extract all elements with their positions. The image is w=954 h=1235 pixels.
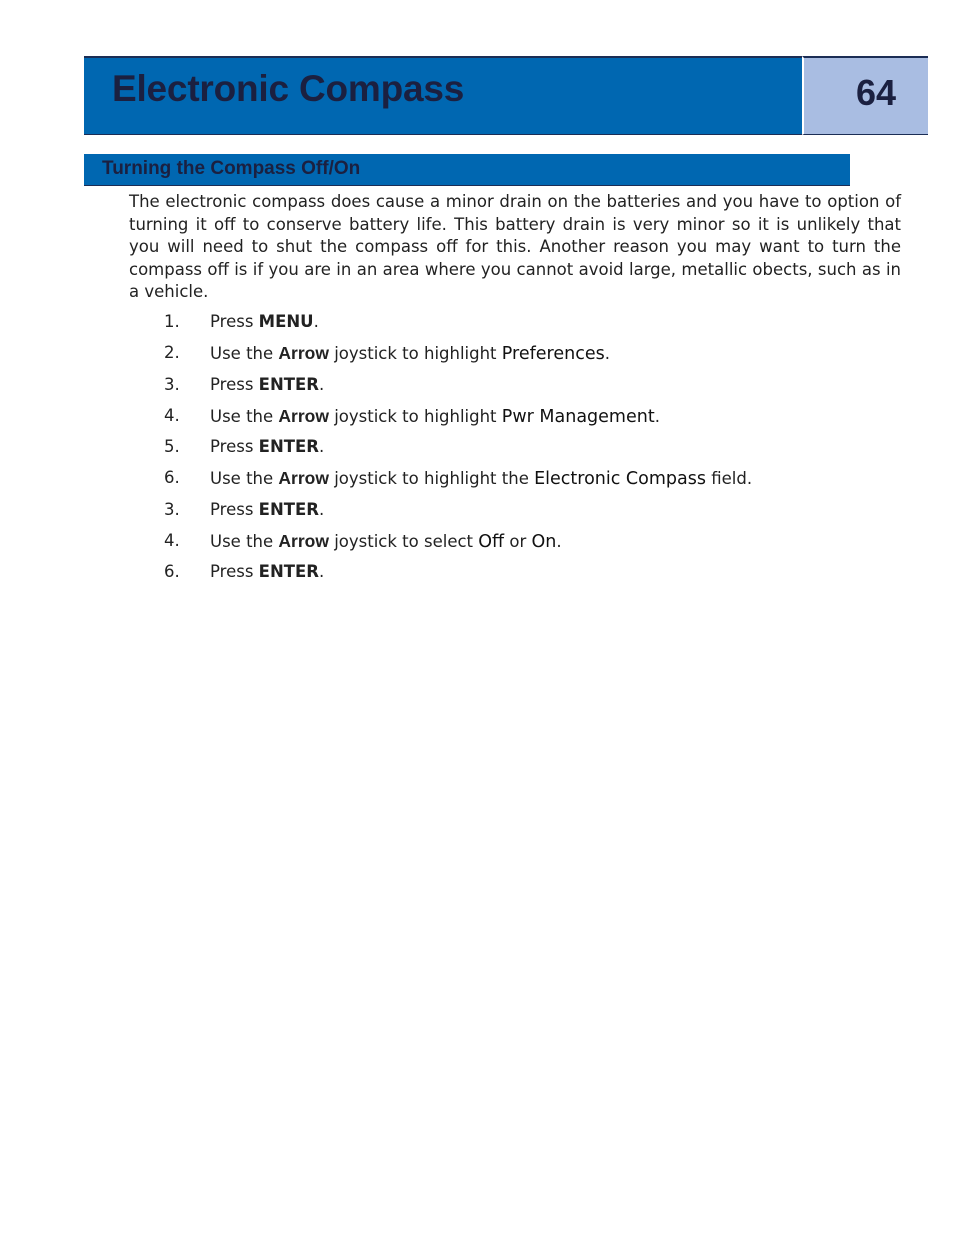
step-text: Use the Arrow joystick to highlight the Electronic Compass field. — [210, 468, 753, 490]
joystick-label: Arrow — [278, 531, 329, 552]
button-label: ENTER — [258, 437, 319, 457]
screen-label: On — [531, 532, 557, 553]
step-item — [0, 372, 954, 403]
joystick-label: Arrow — [278, 405, 329, 426]
step-text: Press ENTER. — [210, 437, 325, 457]
step-item — [0, 559, 954, 590]
step-number: 5. — [164, 437, 180, 457]
screen-label: Off — [478, 532, 505, 553]
step-item — [0, 309, 954, 340]
section-header — [84, 154, 850, 186]
button-label: ENTER — [258, 374, 319, 394]
step-number: 1. — [164, 312, 180, 331]
step-text: Use the Arrow joystick to highlight Pwr Management. — [210, 405, 660, 427]
step-item — [0, 403, 954, 434]
button-label: ENTER — [258, 562, 319, 582]
step-number: 6. — [164, 562, 180, 582]
steps-list — [0, 309, 954, 591]
step-text: Press ENTER. — [210, 562, 325, 582]
page-number: 64 — [856, 72, 897, 113]
step-number: 6. — [164, 468, 180, 488]
step-number: 3. — [164, 499, 180, 519]
step-text: Press MENU. — [210, 312, 319, 331]
step-item — [0, 465, 954, 496]
joystick-label: Arrow — [278, 343, 329, 364]
step-number: 4. — [164, 405, 180, 425]
chapter-header — [84, 56, 802, 135]
step-text: Use the Arrow joystick to select Off or On. — [210, 531, 562, 553]
step-text: Use the Arrow joystick to highlight Preferences. — [210, 343, 610, 365]
screen-label: Preferences — [501, 344, 605, 365]
section-title: Turning the Compass Off/On — [102, 158, 361, 179]
step-item — [0, 434, 954, 465]
step-item — [0, 528, 954, 559]
button-label: MENU — [258, 312, 314, 331]
page-number-box — [802, 56, 928, 135]
joystick-label: Arrow — [278, 468, 329, 489]
step-item — [0, 497, 954, 528]
intro-paragraph: The electronic compass does cause a minor drain on the batteries and you have to option of turning it off to conserve battery life. This battery drain is very minor so it is unlikely that you will need to shut the compass off for this. Another reason you may want to turn the compass off is if you are in an area where you cannot avoid large, metallic obects, such as in a vehicle. — [129, 192, 901, 301]
step-item — [0, 340, 954, 371]
chapter-title: Electronic Compass — [112, 68, 465, 109]
screen-label: Electronic Compass — [534, 469, 706, 490]
step-number: 2. — [164, 343, 180, 363]
screen-label: Pwr Management — [501, 406, 655, 427]
step-text: Press ENTER. — [210, 499, 325, 519]
step-text: Press ENTER. — [210, 374, 325, 394]
step-number: 4. — [164, 531, 180, 551]
button-label: ENTER — [258, 499, 319, 519]
step-number: 3. — [164, 374, 180, 394]
